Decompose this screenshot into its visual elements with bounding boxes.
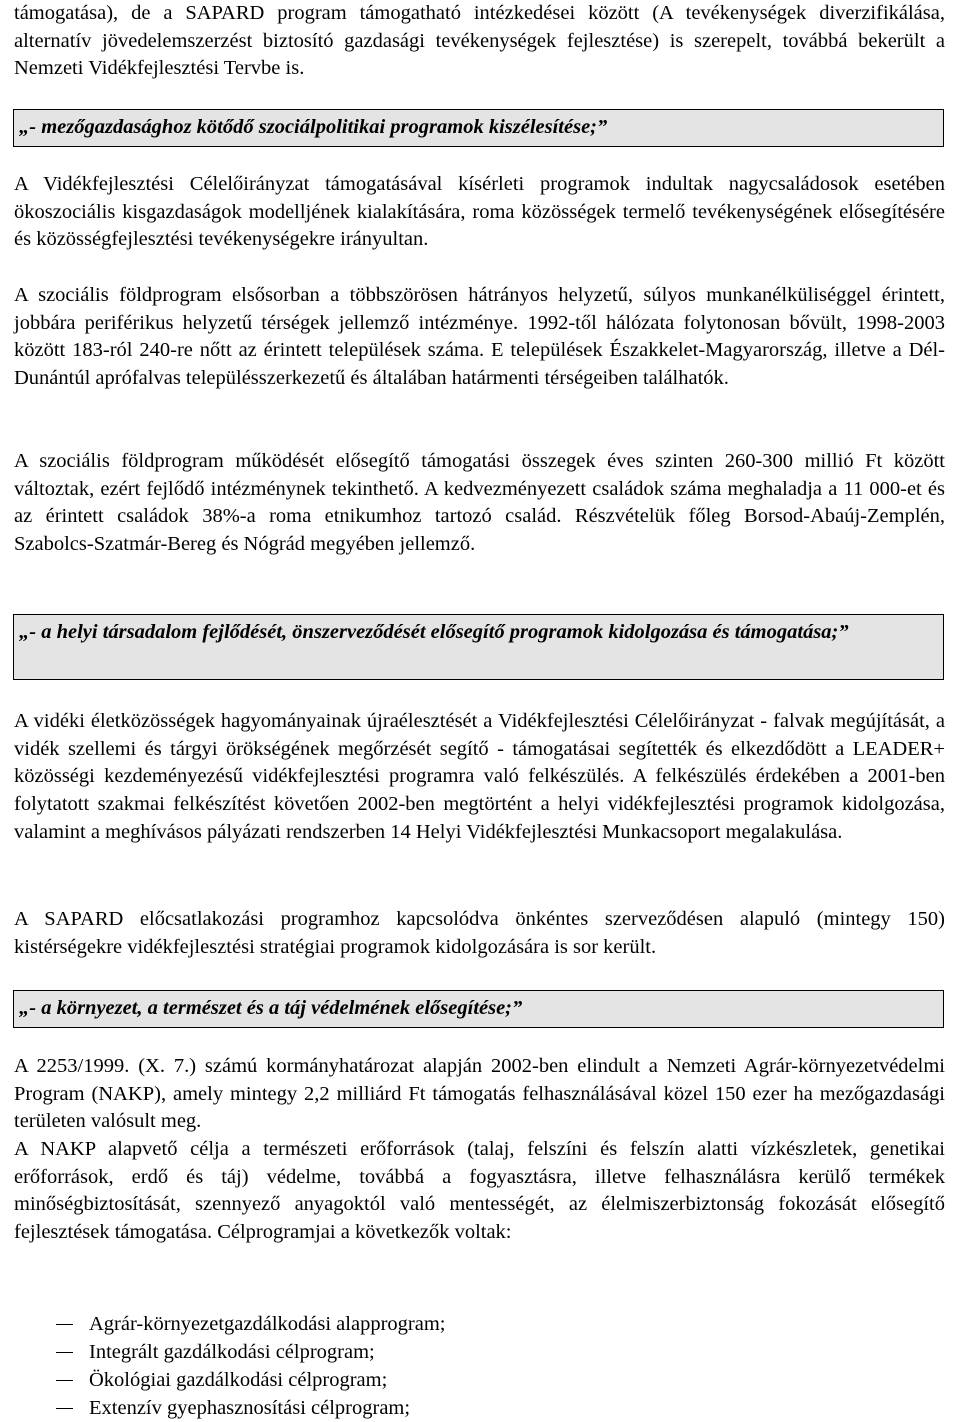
- paragraph-nakp-goals: A NAKP alapvető célja a természeti erőforrások (talaj, felszíni és felszín alatti vízkészletek, genetikai erőforrások, erdő és táj) védelme, továbbá a fogyasztásra, illetve felhasználásra kerülő termékek minőségbiztosítását, szennyező anyagoktól való mentességét, az élelmiszerbiztonság fokozását elősegítő fejlesztések támogatása. Célprogramjai a következők voltak:: [14, 1138, 945, 1244]
- dash-bullet: [56, 1352, 73, 1353]
- paragraph-rural-communities: A vidéki életközösségek hagyományainak újraélesztését a Vidékfejlesztési Célelőirányzat - falvak megújítását, a vidék szellemi és tárgyi örökségének megőrzését segítő - támogatásai segítették és elkezdődött a LEADER+ közösségi kezdeményezésű vidékfejlesztési programra való felkészülés. A felkészülés érdekében a 2001-ben folytatott szakmai felkészítést követően 2002-ben megtörtént a helyi vidékfejlesztési programok kidolgozása, valamint a meghívásos pályázati rendszerben 14 Helyi Vidékfejlesztési Munkacsoport megalakulása.: [14, 710, 945, 843]
- section-heading-environment: „- a környezet, a természet és a táj védelmének elősegítése;”: [13, 990, 944, 1028]
- paragraph-intro: támogatása), de a SAPARD program támogatható intézkedései között (A tevékenységek diverzifikálása, alternatív jövedelemszerzést biztosító gazdasági tevékenységek fejlesztése) is szerepelt, továbbá bekerült a Nemzeti Vidékfejlesztési Tervbe is.: [14, 2, 945, 80]
- target-programs-list: [14, 1310, 445, 1422]
- dash-bullet: [56, 1324, 73, 1325]
- dash-bullet: [56, 1408, 73, 1409]
- paragraph-sapard: A SAPARD előcsatlakozási programhoz kapcsolódva önkéntes szerveződésen alapuló (mintegy 150) kistérségekre vidékfejlesztési stratégiai programok kidolgozására is sor került.: [14, 908, 945, 958]
- paragraph-pilot-programs: A Vidékfejlesztési Célelőirányzat támogatásával kísérleti programok indultak nagycsaládosok esetében ökoszociális kisgazdaságok modelljének kialakítására, roma közösségek termelő tevékenységének elősegítésére és közösségfejlesztési tevékenységekre irányultan.: [14, 173, 945, 251]
- list-item: Agrár-környezetgazdálkodási alapprogram;: [14, 1310, 445, 1338]
- section-heading-local-society: „- a helyi társadalom fejlődését, önszerveződését elősegítő programok kidolgozása és támogatása;”: [13, 614, 944, 680]
- paragraph-nakp: A 2253/1999. (X. 7.) számú kormányhatározat alapján 2002-ben elindult a Nemzeti Agrár-környezetvédelmi Program (NAKP), amely mintegy 2,2 milliárd Ft támogatás felhasználásával közel 150 ezer ha mezőgazdasági területen valósult meg.: [14, 1055, 945, 1133]
- paragraph-land-program-funding: A szociális földprogram működését elősegítő támogatási összegek éves szinten 260-300 millió Ft között változtak, ezért fejlődő intézménynek tekinthető. A kedvezményezett családok száma meghaladja a 11 000-et és az érintett családok 38%-a roma etnikumhoz tartozó család. Részvételük főleg Borsod-Abaúj-Zemplén, Szabolcs-Szatmár-Bereg és Nógrád megyében jellemző.: [14, 450, 945, 556]
- dash-bullet: [56, 1380, 73, 1381]
- list-item: Ökológiai gazdálkodási célprogram;: [14, 1366, 445, 1394]
- list-item: Extenzív gyephasznosítási célprogram;: [14, 1394, 445, 1422]
- section-heading-social-programs: „- mezőgazdasághoz kötődő szociálpolitikai programok kiszélesítése;”: [13, 109, 944, 147]
- list-item: Integrált gazdálkodási célprogram;: [14, 1338, 445, 1366]
- paragraph-land-program: A szociális földprogram elsősorban a többszörösen hátrányos helyzetű, súlyos munkanélküliséggel érintett, jobbára periférikus helyzetű térségek jellemző intézménye. 1992-től hálózata folytonosan bővült, 1998-2003 között 183-ról 240-re nőtt az érintett települések száma. E települések Északkelet-Magyarország, illetve a Dél-Dunántúl aprófalvas településszerkezetű és általában határmenti térségeiben találhatók.: [14, 284, 945, 390]
